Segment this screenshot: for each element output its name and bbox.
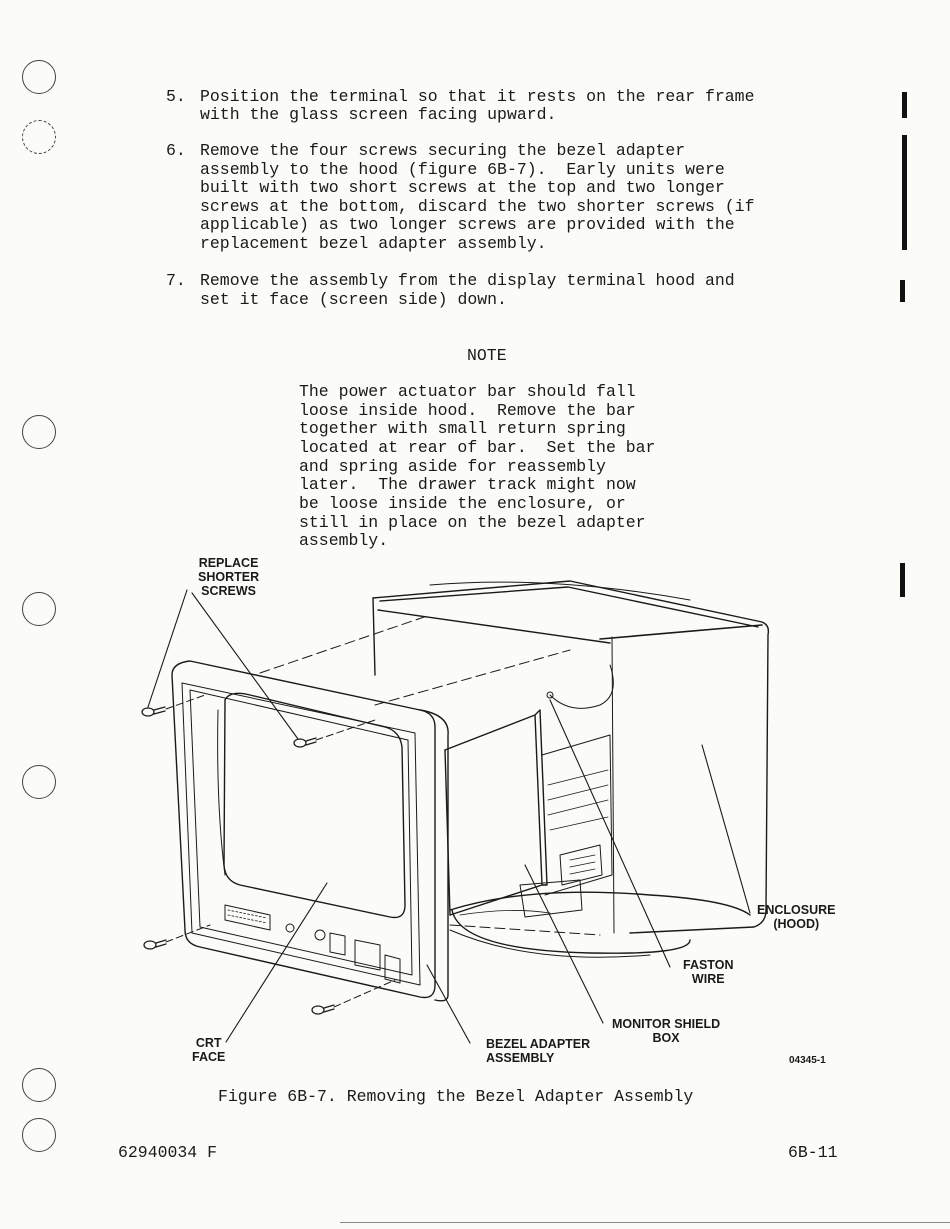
binder-hole <box>22 60 56 94</box>
step-line: screws at the bottom, discard the two shorter screws (if <box>200 197 755 216</box>
step-line: Remove the assembly from the display terminal hood and <box>200 271 735 290</box>
note-line: together with small return spring <box>299 419 626 438</box>
label-enclosure-hood: ENCLOSURE (HOOD) <box>757 903 836 931</box>
note-heading: NOTE <box>467 346 507 365</box>
binder-hole <box>22 765 56 799</box>
note-line: still in place on the bezel adapter <box>299 513 646 532</box>
faston-wire-drawing <box>550 665 613 708</box>
leader-lines <box>148 590 750 1043</box>
step-number: 6. <box>166 141 186 160</box>
step-number: 7. <box>166 271 186 290</box>
screws-drawing <box>142 707 334 1014</box>
note-line: located at rear of bar. Set the bar <box>299 438 656 457</box>
change-bar <box>900 280 905 302</box>
bottom-rule <box>340 1222 950 1223</box>
figure-caption: Figure 6B-7. Removing the Bezel Adapter Assembly <box>218 1087 694 1106</box>
note-line: assembly. <box>299 531 389 550</box>
terminal-disassembly-illustration <box>130 555 850 1080</box>
binder-hole <box>22 592 56 626</box>
step-line: Remove the four screws securing the bezel adapter <box>200 141 686 160</box>
step-line: replacement bezel adapter assembly. <box>200 234 547 253</box>
step-line: assembly to the hood (figure 6B-7). Early units were <box>200 160 725 179</box>
step-line: with the glass screen facing upward. <box>200 105 557 124</box>
label-replace-shorter-screws: REPLACE SHORTER SCREWS <box>198 556 260 598</box>
step-line: applicable) as two longer screws are provided with the <box>200 215 735 234</box>
page-number: 6B-11 <box>788 1143 838 1162</box>
change-bar <box>902 135 907 250</box>
document-number: 62940034 F <box>118 1143 218 1162</box>
note-line: loose inside hood. Remove the bar <box>299 401 636 420</box>
step-number: 5. <box>166 87 186 106</box>
binder-hole <box>22 120 56 154</box>
label-monitor-shield-box: MONITOR SHIELD BOX <box>612 1017 721 1045</box>
binder-hole <box>22 1068 56 1102</box>
step-line: set it face (screen side) down. <box>200 290 507 309</box>
note-line: later. The drawer track might now <box>299 475 636 494</box>
note-line: be loose inside the enclosure, or <box>299 494 626 513</box>
change-bar <box>900 563 905 597</box>
drawing-number: 04345-1 <box>789 1055 826 1066</box>
step-line: built with two short screws at the top and two longer <box>200 178 725 197</box>
label-bezel-adapter-assembly: BEZEL ADAPTER ASSEMBLY <box>486 1037 591 1065</box>
change-bar <box>902 92 907 118</box>
label-faston-wire: FASTON WIRE <box>683 958 734 986</box>
note-line: and spring aside for reassembly <box>299 457 606 476</box>
label-crt-face: CRT FACE <box>192 1036 226 1064</box>
monitor-shield-box-drawing <box>445 710 612 917</box>
note-line: The power actuator bar should fall <box>299 382 636 401</box>
bezel-adapter-drawing <box>172 661 448 1001</box>
binder-hole <box>22 1118 56 1152</box>
binder-hole <box>22 415 56 449</box>
step-line: Position the terminal so that it rests on the rear frame <box>200 87 755 106</box>
